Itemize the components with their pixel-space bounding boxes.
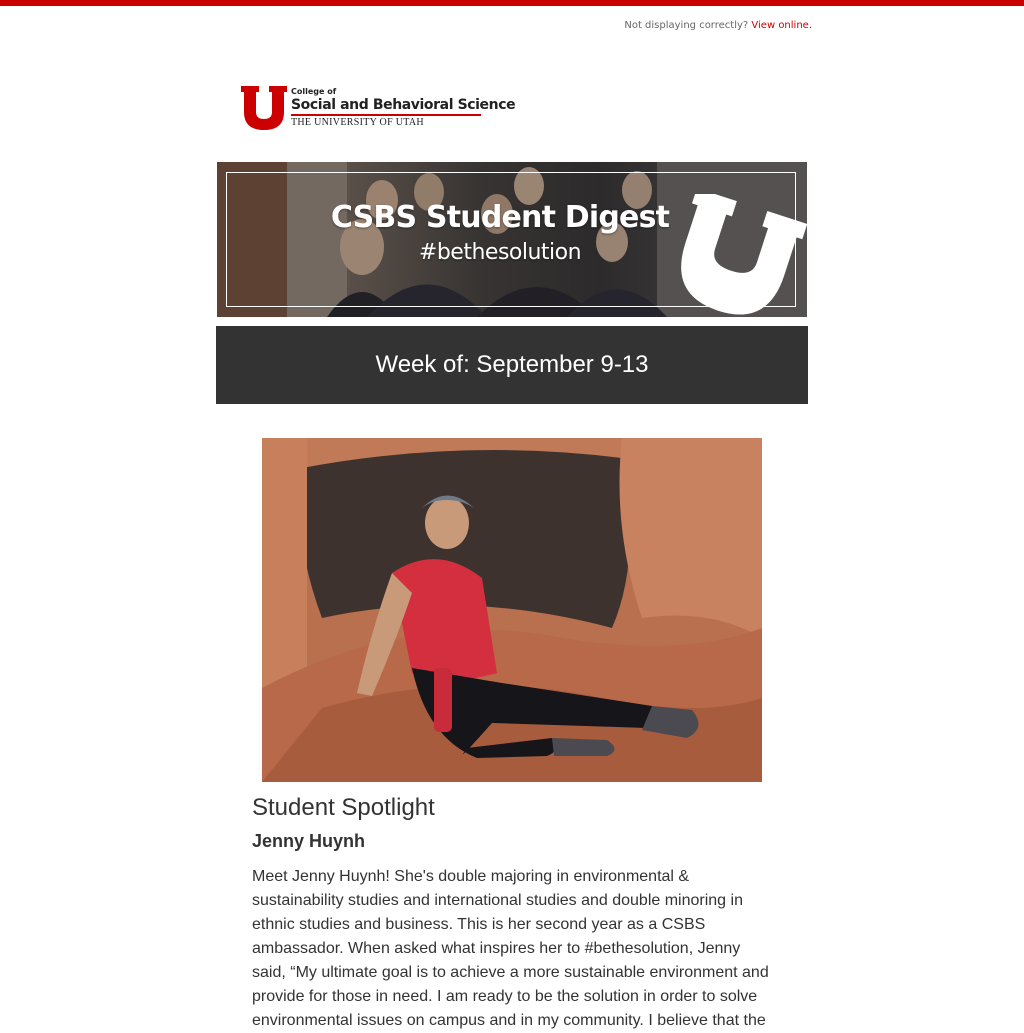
view-online-link[interactable]: View online. <box>751 20 812 31</box>
logo-university-name: THE UNIVERSITY OF UTAH <box>291 117 424 128</box>
section-title: Student Spotlight <box>252 794 435 821</box>
student-spotlight-photo <box>262 438 762 782</box>
logo-college-name: Social and Behavioral Science <box>291 97 481 116</box>
college-logo[interactable] <box>241 86 516 132</box>
view-online-notice <box>624 20 812 31</box>
not-displaying-text: Not displaying correctly? <box>624 20 749 31</box>
week-of-bar: Week of: September 9-13 <box>216 326 808 404</box>
banner-title: CSBS Student Digest <box>330 200 670 235</box>
top-accent-bar <box>0 0 1024 6</box>
university-u-logo-icon <box>241 86 287 130</box>
student-name: Jenny Huynh <box>252 831 366 851</box>
block-u-icon <box>667 194 807 317</box>
banner-hashtag: #bethesolution <box>418 240 582 265</box>
spotlight-photo-illustration <box>262 438 762 782</box>
logo-college-of: College of <box>291 87 337 96</box>
digest-banner <box>217 162 807 317</box>
spotlight-body-text: Meet Jenny Huynh! She's double majoring in environmental & sustainability studies and international studies and double minoring in ethnic studies and business. This is her second year as a CSBS ambassador. When asked what inspires her to #bethesolution, Jenny said, “My ultimate goal is to achieve a more sustainable environment and provide for those in need. I am ready to be the solution in order to solve environmental issues on campus and in my community. I believe that the <box>252 868 769 1029</box>
